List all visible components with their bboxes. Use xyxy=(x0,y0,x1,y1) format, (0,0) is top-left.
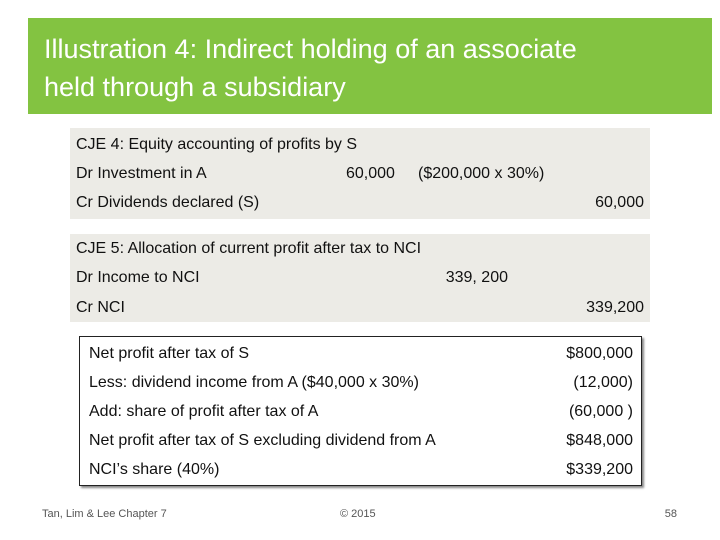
footer-source: Tan, Lim & Lee Chapter 7 xyxy=(42,508,167,520)
cje5-debit-label: Dr Income to NCI xyxy=(76,269,200,286)
calc-row xyxy=(80,339,641,368)
slide-title xyxy=(44,30,694,106)
cje4-heading: CJE 4: Equity accounting of profits by S xyxy=(76,136,358,153)
slide-title-line-2: held through a subsidiary xyxy=(44,72,346,102)
calc-row xyxy=(80,397,641,426)
cje4-debit-label: Dr Investment in A xyxy=(76,165,207,182)
calc-row-value: $848,000 xyxy=(566,432,633,449)
calc-row-value: (60,000 ) xyxy=(568,403,633,420)
cje5-heading: CJE 5: Allocation of current profit after tax to NCI xyxy=(76,240,422,257)
calc-row-value: $339,200 xyxy=(566,461,633,478)
cje4-credit-amount: 60,000 xyxy=(595,194,644,211)
cje5-debit-amount: 339, 200 xyxy=(445,269,508,286)
calc-row-value: $800,000 xyxy=(566,345,633,362)
calc-row-value: (12,000) xyxy=(573,374,633,391)
nci-calculation-box xyxy=(79,336,642,486)
calc-row-label: Less: dividend income from A ($40,000 x 30%) xyxy=(89,374,419,391)
calc-row-label: Net profit after tax of S xyxy=(89,345,250,362)
calc-row-label: Add: share of profit after tax of A xyxy=(89,403,319,420)
slide-title-line-1: Illustration 4: Indirect holding of an associate xyxy=(44,34,577,64)
cje4-debit-note: ($200,000 x 30%) xyxy=(418,165,545,182)
calc-row-label: Net profit after tax of S excluding dividend from A xyxy=(89,432,436,449)
calc-row xyxy=(80,368,641,397)
calc-row xyxy=(80,426,641,455)
page-number: 58 xyxy=(664,508,677,520)
calc-row xyxy=(80,455,641,484)
cje5-credit-amount: 339,200 xyxy=(586,299,644,316)
footer-copyright: © 2015 xyxy=(340,508,376,520)
cje4-credit-label: Cr Dividends declared (S) xyxy=(76,194,260,211)
cje5-credit-label: Cr NCI xyxy=(76,299,125,316)
cje4-debit-amount: 60,000 xyxy=(346,165,395,182)
calc-row-label: NCI’s share (40%) xyxy=(89,461,220,478)
